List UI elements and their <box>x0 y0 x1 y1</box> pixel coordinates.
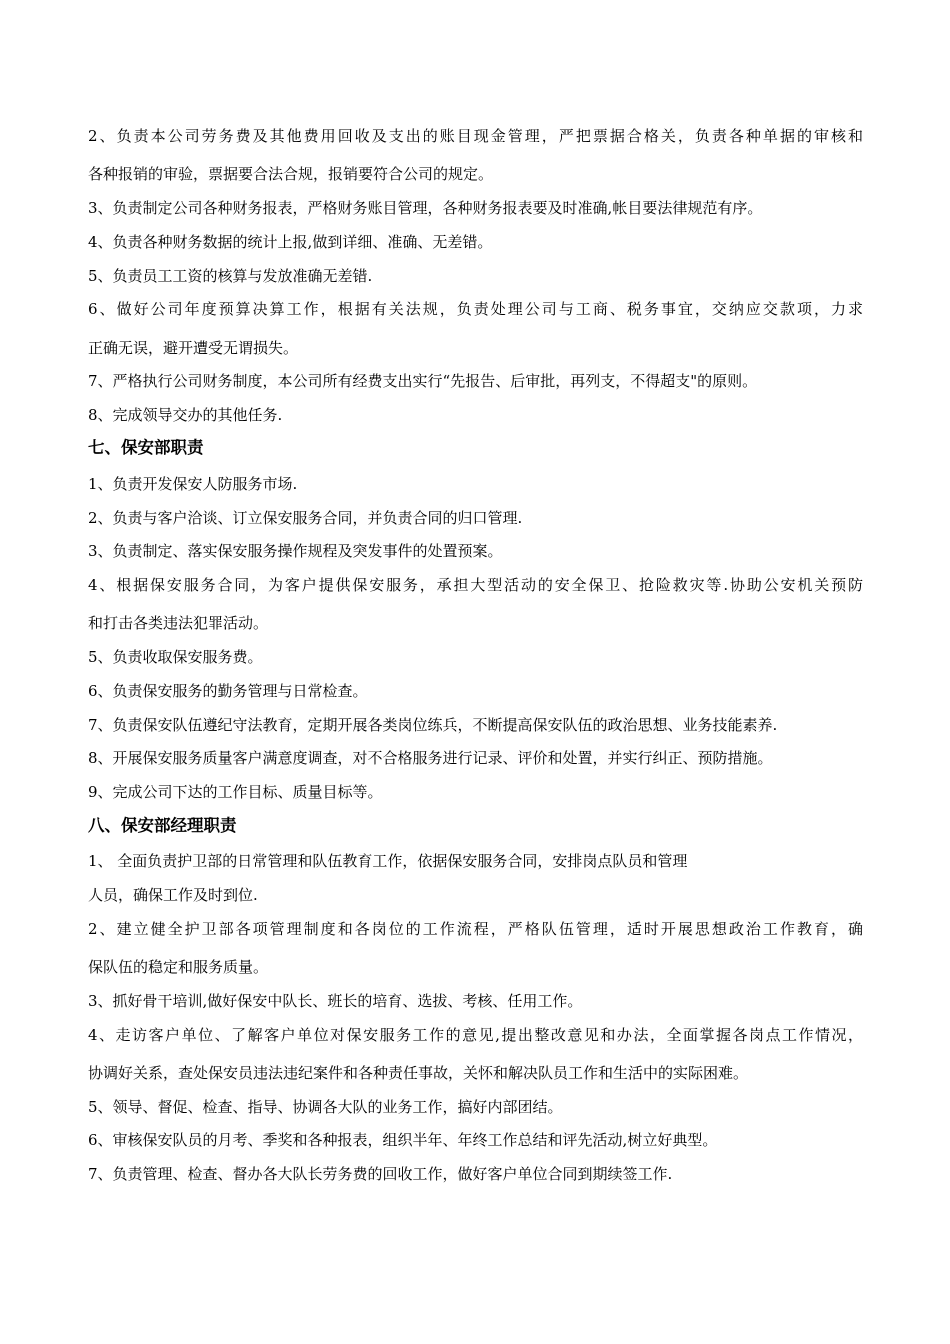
section-7-item-7: 7、负责保安队伍遵纪守法教育，定期开展各类岗位练兵，不断提高保安队伍的政治思想、业务技能素养. <box>88 716 778 734</box>
section-8-item-3: 3、抓好骨干培训,做好保安中队长、班长的培育、选拔、考核、任用工作。 <box>88 992 583 1010</box>
section-8-item-2-line-1: 2、建立健全护卫部各项管理制度和各岗位的工作流程，严格队伍管理，适时开展思想政治工作教育，确 <box>88 920 863 938</box>
finance-item-3: 3、负责制定公司各种财务报表，严格财务账目管理，各种财务报表要及时准确,帐目要法律规范有序。 <box>88 199 763 217</box>
section-8-item-4-line-1: 4、走访客户单位、了解客户单位对保安服务工作的意见,提出整改意见和办法，全面掌握各岗点工作情况， <box>88 1026 863 1044</box>
section-8-item-6: 6、审核保安队员的月考、季奖和各种报表，组织半年、年终工作总结和评先活动,树立好典型。 <box>88 1131 718 1149</box>
section-7-item-9: 9、完成公司下达的工作目标、质量目标等。 <box>88 783 383 801</box>
section-7-item-3: 3、负责制定、落实保安服务操作规程及突发事件的处置预案。 <box>88 542 503 560</box>
section-8-item-5: 5、领导、督促、检查、指导、协调各大队的业务工作，搞好内部团结。 <box>88 1098 563 1116</box>
section-8-item-2-line-2: 保队伍的稳定和服务质量。 <box>88 958 269 976</box>
section-7-item-4-line-2: 和打击各类违法犯罪活动。 <box>88 614 269 632</box>
section-7-item-4-line-1: 4、根据保安服务合同，为客户提供保安服务，承担大型活动的安全保卫、抢险救灾等.协助公安机关预防 <box>88 576 863 594</box>
section-8-item-1-line-2: 人员，确保工作及时到位. <box>88 886 258 904</box>
section-8-item-7: 7、负责管理、检查、督办各大队长劳务费的回收工作，做好客户单位合同到期续签工作. <box>88 1165 673 1183</box>
section-8-heading: 八、保安部经理职责 <box>88 816 237 835</box>
section-8-item-1-line-1: 1、 全面负责护卫部的日常管理和队伍教育工作，依据保安服务合同，安排岗点队员和管理 <box>88 852 688 870</box>
finance-item-6-line-2: 正确无误，避开遭受无谓损失。 <box>88 339 299 357</box>
finance-item-7: 7、严格执行公司财务制度，本公司所有经费支出实行“先报告、后审批，再列支，不得超支"的原则。 <box>88 372 758 390</box>
finance-item-8: 8、完成领导交办的其他任务. <box>88 406 283 424</box>
finance-item-5: 5、负责员工工资的核算与发放准确无差错. <box>88 267 373 285</box>
section-7-heading: 七、保安部职责 <box>88 438 204 457</box>
finance-item-2-line-1: 2、负责本公司劳务费及其他费用回收及支出的账目现金管理，严把票据合格关，负责各种单据的审核和 <box>88 127 863 145</box>
section-8-item-4-line-2: 协调好关系，查处保安员违法违纪案件和各种责任事故，关怀和解决队员工作和生活中的实际困难。 <box>88 1064 749 1082</box>
section-7-item-5: 5、负责收取保安服务费。 <box>88 648 263 666</box>
section-7-item-1: 1、负责开发保安人防服务市场. <box>88 475 298 493</box>
finance-item-4: 4、负责各种财务数据的统计上报,做到详细、准确、无差错。 <box>88 233 493 251</box>
section-7-item-8: 8、开展保安服务质量客户满意度调查，对不合格服务进行记录、评价和处置，并实行纠正、预防措施。 <box>88 749 773 767</box>
finance-item-2-line-2: 各种报销的审验，票据要合法合规，报销要符合公司的规定。 <box>88 165 494 183</box>
section-7-item-2: 2、负责与客户洽谈、订立保安服务合同，并负责合同的归口管理. <box>88 509 523 527</box>
finance-item-6-line-1: 6、做好公司年度预算决算工作，根据有关法规，负责处理公司与工商、税务事宜，交纳应交款项，力求 <box>88 300 863 318</box>
section-7-item-6: 6、负责保安服务的勤务管理与日常检查。 <box>88 682 368 700</box>
